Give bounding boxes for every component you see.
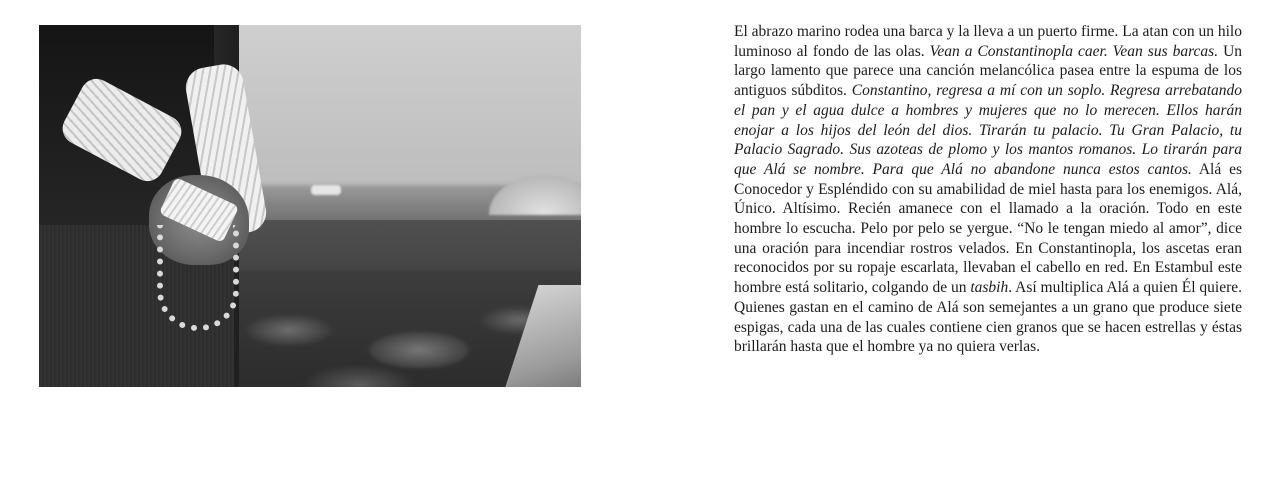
- photo-umbrella: [489, 175, 581, 215]
- body-text: [734, 22, 1242, 357]
- text-italic-segment: Constantino, regresa a mí con un soplo. Regresa arrebatando el pan y el agua dulce a hombres y mujeres que no lo merecen. Ellos harán enojar a los hijos del león del dios. Tirarán tu palacio. Tu Gran Palacio, tu Palacio Sagrado. Sus azoteas de plomo y los mantos romanos. Lo tirarán para que Alá se nombre. Para que Alá no abandone nunca estos cantos.: [734, 82, 1243, 178]
- photo-sky: [209, 25, 581, 195]
- text-segment: Alá es Conocedor y Espléndido con su amabilidad de miel hasta para los enemigos. Alá, Único. Altísimo. Recién amanece con el llamado a la oración. Todo en este hombre lo escucha. Pelo por pelo se yergue. “No le tengan miedo al amor”, dice una oración para incendiar rostros velados. En Constantinopla, los ascetas eran reconocidos por su ropaje escarlata, llevaban el cabello en red. En Estambul este hombre está solitario, colgando de un: [734, 160, 1242, 297]
- photo-boat: [311, 185, 341, 195]
- text-segment: . Así multiplica Alá a quien Él quiere. Quienes gastan en el camino de Alá son semejantes a un grano que produce siete espigas, cada una de las cuales contiene cien granos que se hacen estrellas y éstas brillarán hasta que el hombre ya no quiera verlas.: [734, 279, 1242, 356]
- photo-tasbih-beads: [157, 225, 239, 331]
- text-italic-segment: Vean a Constantinopla caer. Vean sus barcas.: [929, 42, 1219, 60]
- text-segment: Un largo lamento que parece una canción melancólica pasea entre la espuma de los antiguos súbditos.: [734, 42, 1243, 100]
- text-segment: El abrazo marino rodea una barca y la lleva a un puerto firme. La atan con un hilo luminoso al fondo de las olas.: [734, 23, 1242, 60]
- photograph: [39, 25, 581, 387]
- text-italic-word: tasbih: [970, 279, 1009, 297]
